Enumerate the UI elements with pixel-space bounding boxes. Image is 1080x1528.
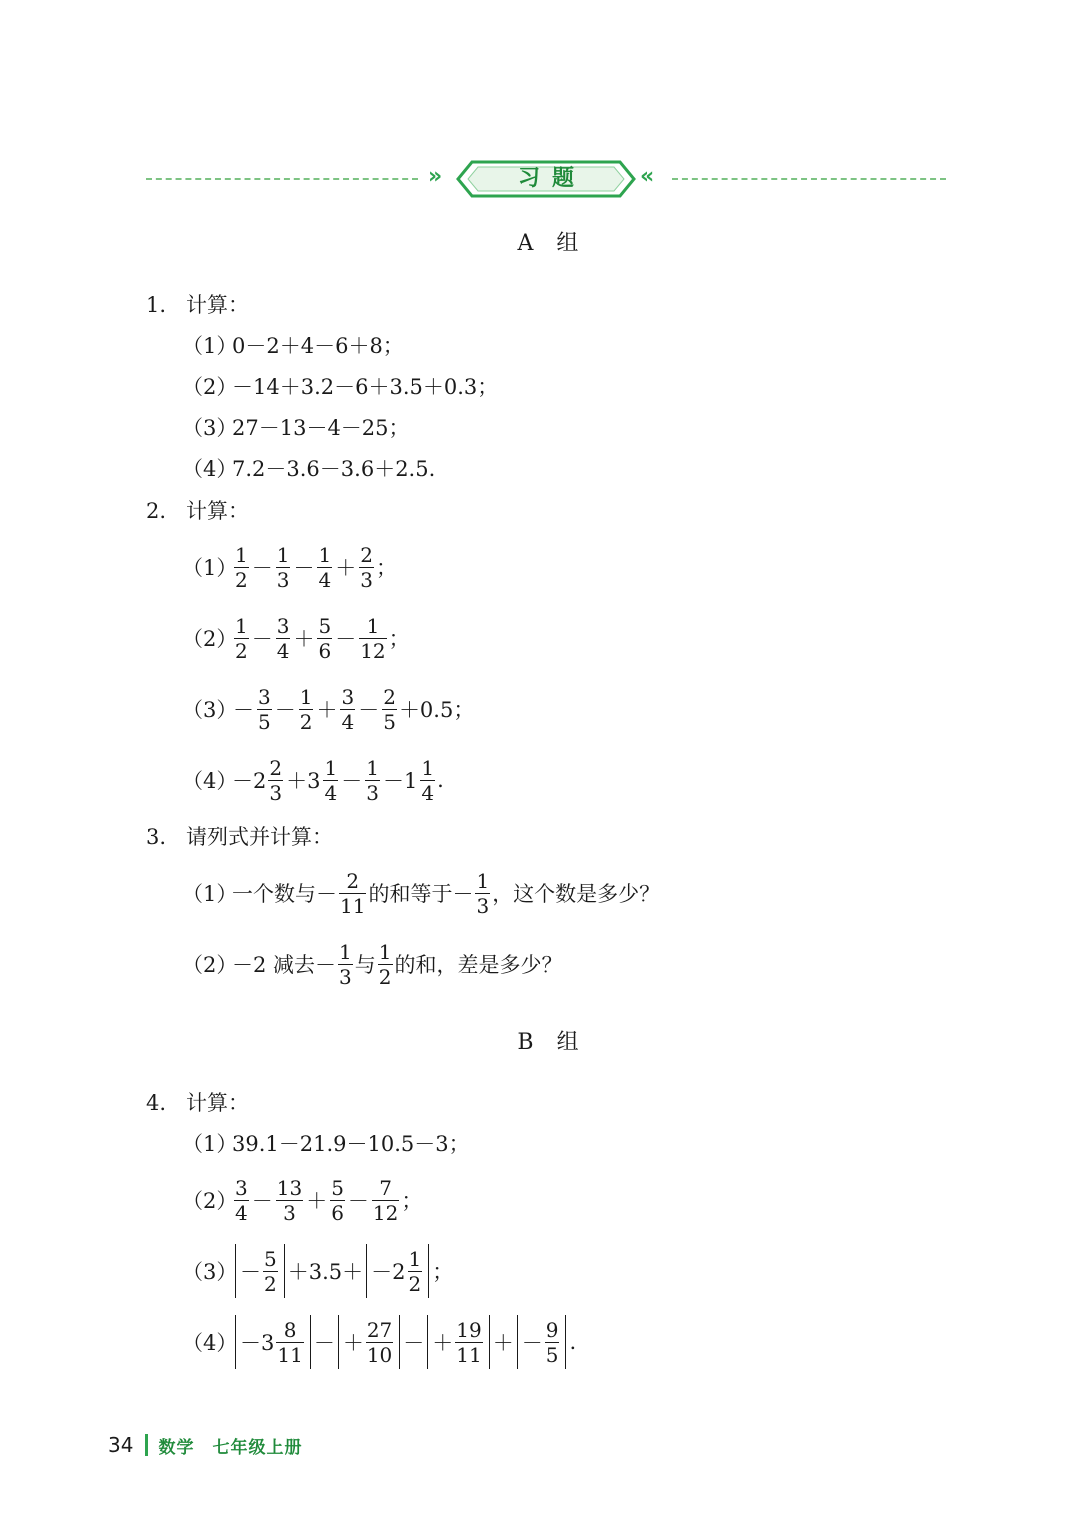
fraction: $\frac{1}{4}$: [421, 755, 435, 805]
q4-sub-1: [182, 1129, 470, 1159]
question-title: 计算：: [186, 499, 249, 523]
group-a-title: A 组: [517, 231, 587, 256]
fraction: $\frac{1}{4}$: [318, 542, 332, 592]
fraction: $\frac{8}{11}$: [277, 1317, 303, 1367]
dashed-divider-right: [672, 178, 946, 180]
text: 与: [354, 953, 376, 977]
q4-sub-3: （3） － $\frac{5}{2}$ ＋3.5＋ －2 $\frac{1}{2}$ ；: [182, 1241, 453, 1301]
question-3: [146, 822, 333, 852]
fraction: $\frac{1}{2}$: [235, 542, 248, 592]
fraction: $\frac{3}{4}$: [341, 684, 355, 734]
sub-label: （4）: [182, 1331, 238, 1355]
fraction: $\frac{7}{12}$: [372, 1175, 399, 1225]
absolute-value: － $\frac{9}{5}$: [517, 1315, 567, 1369]
badge-title: 习题: [517, 166, 586, 191]
question-number: 1.: [146, 293, 167, 317]
question-1: [146, 290, 249, 320]
fraction: $\frac{3}{4}$: [276, 613, 290, 663]
expression: 27－13－4－25；: [232, 416, 410, 440]
expression: 7.2－3.6－3.6＋2.5.: [232, 457, 436, 481]
q1-sub-2: [182, 372, 498, 402]
fraction: $\frac{2}{3}$: [269, 755, 283, 805]
footer-divider: [145, 1434, 148, 1456]
page-footer: [108, 1432, 302, 1458]
sub-label: （3）: [182, 416, 238, 440]
absolute-value: －3 $\frac{8}{11}$: [235, 1315, 311, 1369]
question-title: 计算：: [186, 293, 249, 317]
text: 一个数与－: [232, 882, 337, 906]
sub-label: （2）: [182, 953, 238, 977]
question-number: 4.: [146, 1091, 167, 1115]
fraction: $\frac{27}{10}$: [366, 1317, 393, 1367]
chevron-right-icon: »: [428, 164, 437, 189]
absolute-value: －2 $\frac{1}{2}$: [366, 1244, 429, 1298]
sub-label: （1）: [182, 556, 238, 580]
question-2: [146, 496, 249, 526]
fraction: $\frac{1}{2}$: [299, 684, 313, 734]
fraction: $\frac{1}{2}$: [408, 1246, 422, 1296]
exercise-badge: [456, 160, 636, 198]
text: －2 减去－: [232, 953, 337, 977]
fraction: $\frac{1}{2}$: [235, 613, 248, 663]
question-title: 请列式并计算：: [186, 825, 333, 849]
text: ，这个数是多少？: [492, 882, 661, 906]
expression: －14＋3.2－6＋3.5＋0.3；: [232, 375, 499, 399]
exercise-banner: [146, 160, 946, 198]
fraction: $\frac{19}{11}$: [456, 1317, 482, 1367]
fraction: $\frac{2}{5}$: [383, 684, 396, 734]
sub-label: （1）: [182, 882, 238, 906]
q1-sub-3: [182, 413, 410, 443]
q2-sub-3: （3） － $\frac{3}{5}$ － $\frac{1}{2}$ ＋ $\frac{3}{4}$ － $\frac{2}{5}$ ＋0.5；: [182, 684, 475, 734]
dashed-divider-left: [146, 178, 418, 180]
absolute-value: － $\frac{5}{2}$: [235, 1244, 285, 1298]
text: 的和，差是多少？: [394, 953, 563, 977]
question-number: 2.: [146, 499, 167, 523]
fraction: $\frac{1}{3}$: [366, 755, 379, 805]
q2-sub-1: （1） $\frac{1}{2}$ － $\frac{1}{3}$ － $\frac{1}{4}$ ＋ $\frac{2}{3}$ ；: [182, 542, 397, 592]
absolute-value: ＋ $\frac{19}{11}$: [427, 1315, 489, 1369]
fraction: $\frac{3}{5}$: [258, 684, 271, 734]
q1-sub-4: [182, 454, 435, 484]
fraction: $\frac{13}{3}$: [276, 1175, 303, 1225]
fraction: $\frac{5}{6}$: [318, 613, 332, 663]
absolute-value: ＋ $\frac{27}{10}$: [338, 1315, 400, 1369]
chevron-left-icon: «: [640, 164, 649, 189]
q3-sub-1: [182, 863, 660, 923]
sub-label: （1）: [182, 1132, 238, 1156]
fraction: $\frac{1}{12}$: [360, 613, 386, 663]
sub-label: （2）: [182, 375, 238, 399]
page-number: 34: [108, 1433, 134, 1457]
q4-sub-4: （4） －3 $\frac{8}{11}$ － ＋ $\frac{27}{10}$ － ＋ $\frac{19}{11}$ ＋ － $\frac{9}{5}$ .: [182, 1312, 576, 1372]
sub-label: （1）: [182, 334, 238, 358]
question-title: 计算：: [186, 1091, 249, 1115]
q1-sub-1: [182, 331, 404, 361]
fraction: $\frac{1}{3}$: [276, 542, 290, 592]
text: 的和等于－: [368, 882, 474, 906]
question-number: 3.: [146, 825, 167, 849]
book-title: 数学 七年级上册: [158, 1437, 303, 1458]
group-b-title: B 组: [517, 1030, 587, 1055]
q2-sub-2: （2） $\frac{1}{2}$ － $\frac{3}{4}$ ＋ $\frac{5}{6}$ － $\frac{1}{12}$ ；: [182, 613, 410, 663]
fraction: $\frac{5}{6}$: [331, 1175, 344, 1225]
fraction: $\frac{9}{5}$: [545, 1317, 559, 1367]
q4-sub-2: （2） $\frac{3}{4}$ － $\frac{13}{3}$ ＋ $\frac{5}{6}$ － $\frac{7}{12}$ ；: [182, 1175, 423, 1225]
q3-sub-2: [182, 934, 563, 994]
fraction: $\frac{5}{2}$: [264, 1246, 277, 1296]
expression: 39.1－21.9－10.5－3；: [232, 1132, 470, 1156]
sub-label: （3）: [182, 1260, 238, 1284]
sub-label: （3）: [182, 698, 238, 722]
question-4: [146, 1088, 249, 1118]
fraction: $\frac{1}{3}$: [339, 939, 352, 989]
sub-label: （4）: [182, 769, 238, 793]
fraction: $\frac{1}{3}$: [476, 868, 490, 918]
fraction: $\frac{2}{11}$: [340, 868, 366, 918]
fraction: $\frac{3}{4}$: [235, 1175, 248, 1225]
fraction: $\frac{1}{2}$: [378, 939, 392, 989]
q2-sub-4: （4） －2 $\frac{2}{3}$ ＋3 $\frac{1}{4}$ － $\frac{1}{3}$ －1 $\frac{1}{4}$ .: [182, 755, 444, 805]
sub-label: （2）: [182, 1189, 238, 1213]
sub-label: （2）: [182, 627, 238, 651]
sub-label: （4）: [182, 457, 238, 481]
fraction: $\frac{2}{3}$: [360, 542, 373, 592]
fraction: $\frac{1}{4}$: [324, 755, 338, 805]
expression: 0－2＋4－6＋8；: [232, 334, 404, 358]
